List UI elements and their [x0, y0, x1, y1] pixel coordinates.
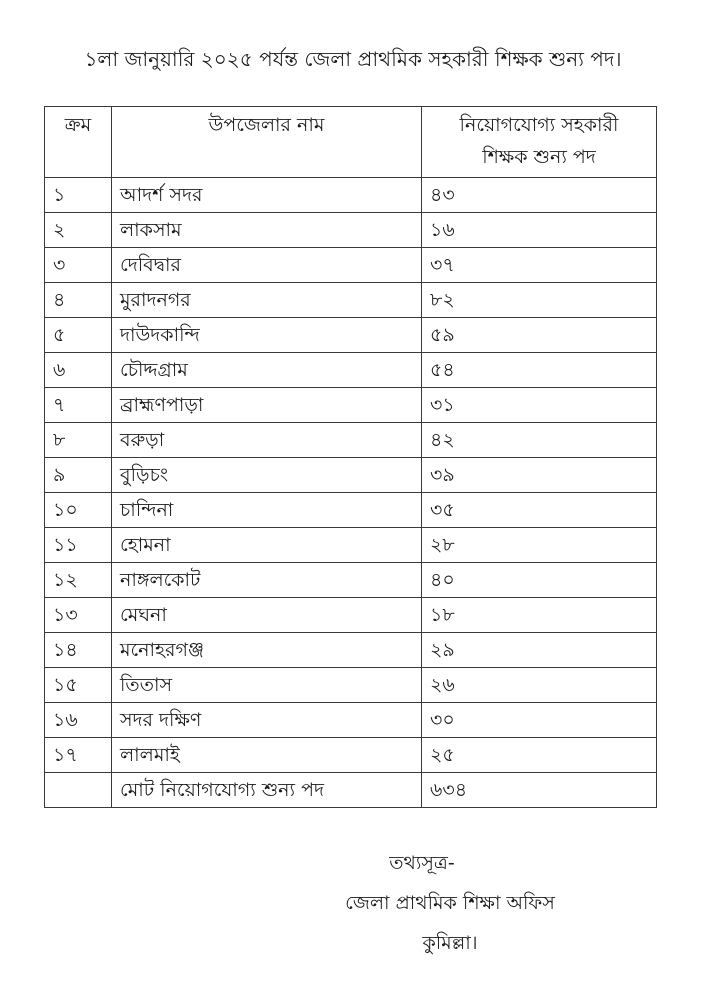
vacancy-cell: ৪০ — [422, 563, 657, 598]
vacancy-cell: ৩১ — [422, 388, 657, 423]
vacancy-cell: ১৮ — [422, 598, 657, 633]
vacancy-cell: ২৬ — [422, 668, 657, 703]
source-office: জেলা প্রাথমিক শিক্ষা অফিস — [345, 892, 555, 914]
upazila-cell: চান্দিনা — [112, 493, 422, 528]
serial-cell: ৫ — [45, 318, 112, 353]
table-row — [45, 633, 657, 668]
vacancy-table — [44, 106, 657, 808]
header-row — [45, 107, 657, 178]
vacancy-cell: ৩৯ — [422, 458, 657, 493]
table-body — [45, 178, 657, 808]
serial-cell: ৩ — [45, 248, 112, 283]
total-value: ৬৩৪ — [422, 773, 657, 808]
vacancy-cell: ৪২ — [422, 423, 657, 458]
table-row — [45, 178, 657, 213]
upazila-cell: দাউদকান্দি — [112, 318, 422, 353]
upazila-cell: হোমনা — [112, 528, 422, 563]
upazila-cell: তিতাস — [112, 668, 422, 703]
table-row — [45, 318, 657, 353]
serial-cell: ৯ — [45, 458, 112, 493]
serial-cell: ১২ — [45, 563, 112, 598]
vacancy-cell: ১৬ — [422, 213, 657, 248]
table-row — [45, 668, 657, 703]
vacancy-cell: ২৮ — [422, 528, 657, 563]
serial-cell: ১৫ — [45, 668, 112, 703]
upazila-cell: আদর্শ সদর — [112, 178, 422, 213]
serial-cell: ১ — [45, 178, 112, 213]
vacancy-cell: ৩০ — [422, 703, 657, 738]
vacancy-cell: ৫৪ — [422, 353, 657, 388]
vacancy-cell: ৩৭ — [422, 248, 657, 283]
vacancy-cell: ৩৫ — [422, 493, 657, 528]
source-district: কুমিল্লা। — [422, 932, 478, 954]
serial-cell: ১৪ — [45, 633, 112, 668]
serial-cell: ১৭ — [45, 738, 112, 773]
table-row — [45, 213, 657, 248]
serial-cell: ১০ — [45, 493, 112, 528]
upazila-cell: লাকসাম — [112, 213, 422, 248]
serial-cell: ১৬ — [45, 703, 112, 738]
table-row — [45, 248, 657, 283]
total-serial-cell — [45, 773, 112, 808]
upazila-cell: মেঘনা — [112, 598, 422, 633]
serial-cell: ৭ — [45, 388, 112, 423]
total-label: মোট নিয়োগযোগ্য শুন্য পদ — [112, 773, 422, 808]
upazila-cell: সদর দক্ষিণ — [112, 703, 422, 738]
upazila-cell: ব্রাহ্মণপাড়া — [112, 388, 422, 423]
serial-cell: ১৩ — [45, 598, 112, 633]
table-row — [45, 493, 657, 528]
vacancy-cell: ৫৯ — [422, 318, 657, 353]
upazila-cell: বরুড়া — [112, 423, 422, 458]
table-row — [45, 703, 657, 738]
upazila-cell: চৌদ্দগ্রাম — [112, 353, 422, 388]
upazila-cell: নাঙ্গলকোট — [112, 563, 422, 598]
table-row — [45, 598, 657, 633]
total-row — [45, 773, 657, 808]
serial-cell: ৬ — [45, 353, 112, 388]
serial-cell: ২ — [45, 213, 112, 248]
header-upazila: উপজেলার নাম — [112, 107, 422, 178]
table-row — [45, 283, 657, 318]
header-vacancy-line1: নিয়োগযোগ্য সহকারী — [459, 114, 619, 136]
header-vacancy-line2: শিক্ষক শুন্য পদ — [482, 146, 596, 168]
header-vacancy — [422, 107, 657, 178]
table-row — [45, 423, 657, 458]
serial-cell: ৮ — [45, 423, 112, 458]
source-label: তথ্যসূত্র- — [389, 852, 455, 874]
table-row — [45, 563, 657, 598]
vacancy-cell: ৪৩ — [422, 178, 657, 213]
table-header — [45, 107, 657, 178]
vacancy-cell: ২৯ — [422, 633, 657, 668]
table-row — [45, 353, 657, 388]
upazila-cell: দেবিদ্বার — [112, 248, 422, 283]
table-row — [45, 458, 657, 493]
serial-cell: ১১ — [45, 528, 112, 563]
vacancy-cell: ২৫ — [422, 738, 657, 773]
table-row — [45, 738, 657, 773]
upazila-cell: বুড়িচং — [112, 458, 422, 493]
table-row — [45, 528, 657, 563]
page-title: ১লা জানুয়ারি ২০২৫ পর্যন্ত জেলা প্রাথমিক সহকারী শিক্ষক শুন্য পদ। — [84, 47, 622, 71]
upazila-cell: মুরাদনগর — [112, 283, 422, 318]
upazila-cell: মনোহরগঞ্জ — [112, 633, 422, 668]
vacancy-cell: ৮২ — [422, 283, 657, 318]
serial-cell: ৪ — [45, 283, 112, 318]
table-row — [45, 388, 657, 423]
upazila-cell: লালমাই — [112, 738, 422, 773]
header-serial: ক্রম — [45, 107, 112, 178]
